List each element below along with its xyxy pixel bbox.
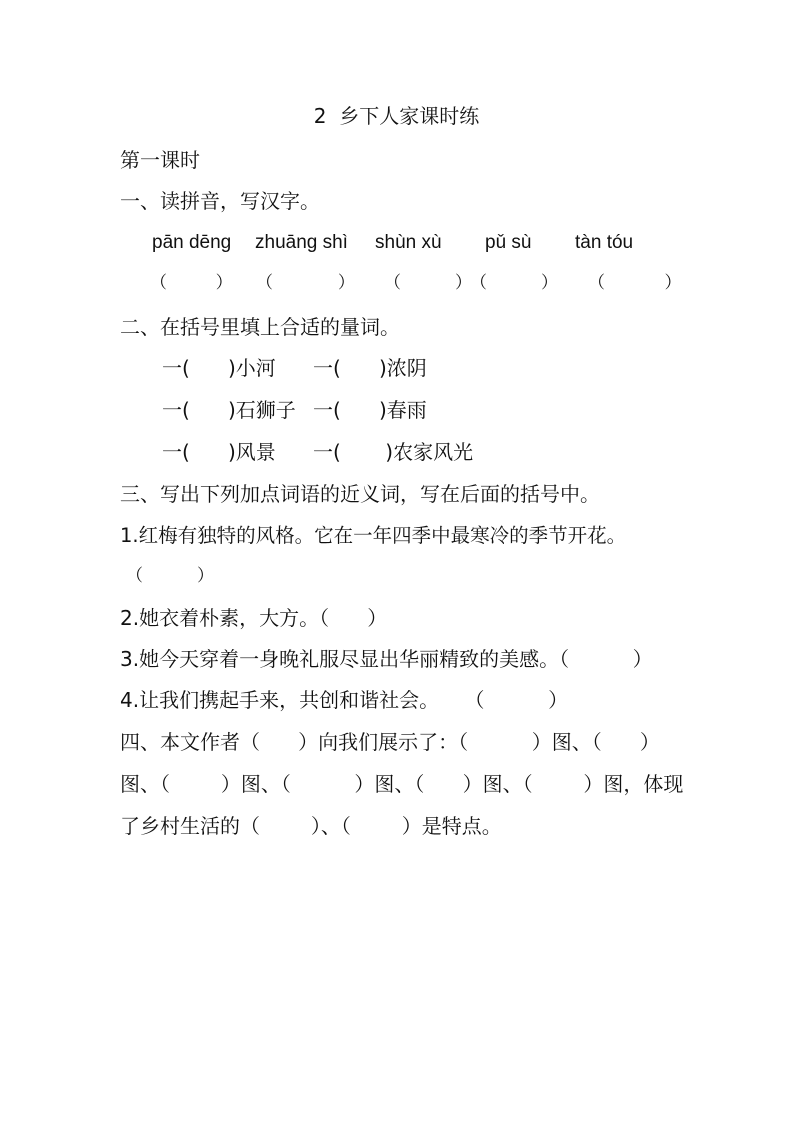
pinyin-2: zhuānɡ shì xyxy=(255,232,348,253)
q3-item-1-blank[interactable]: （ ） xyxy=(126,566,215,586)
q3-heading: 三、写出下列加点词语的近义词，写在后面的括号中。 xyxy=(120,482,600,506)
blank-4[interactable]: （ ） xyxy=(470,273,559,293)
q3-item-2: 2.她衣着朴素，大方。（ ） xyxy=(120,606,388,630)
blank-3[interactable]: （ ） xyxy=(384,273,473,293)
measure-item: 一( )风景 xyxy=(162,440,276,464)
blank-1[interactable]: （ ） xyxy=(150,273,233,293)
measure-item: 一( )农家风光 xyxy=(313,440,474,464)
pinyin-1: pān dēnɡ xyxy=(152,232,232,253)
q1-heading: 一、读拼音，写汉字。 xyxy=(120,189,320,213)
lesson-label: 第一课时 xyxy=(120,148,200,172)
blank-5[interactable]: （ ） xyxy=(588,273,682,293)
pinyin-3: shùn xù xyxy=(375,232,442,253)
measure-item: 一( )石狮子 xyxy=(162,398,296,422)
blank-2[interactable]: （ ） xyxy=(256,273,355,293)
q4-line-2: 图、（ ）图、（ ）图、（ ）图、（ ）图，体现 xyxy=(120,772,684,796)
pinyin-5: tàn tóu xyxy=(575,232,634,253)
pinyin-4: pǔ sù xyxy=(485,232,532,253)
q3-item-4: 4.让我们携起手来，共创和谐社会。 （ ） xyxy=(120,688,569,712)
q2-heading: 二、在括号里填上合适的量词。 xyxy=(120,315,400,339)
worksheet-title: 2 乡下人家课时练 xyxy=(313,104,480,128)
q4-line-3: 了乡村生活的（ ）、（ ）是特点。 xyxy=(120,814,502,838)
measure-item: 一( )春雨 xyxy=(313,398,427,422)
q3-item-1: 1.红梅有独特的风格。它在一年四季中最寒冷的季节开花。 xyxy=(120,524,627,547)
q3-item-3: 3.她今天穿着一身晚礼服尽显出华丽精致的美感。（ ） xyxy=(120,647,653,671)
measure-item: 一( )小河 xyxy=(162,356,276,380)
measure-item: 一( )浓阴 xyxy=(313,356,427,380)
q4-line-1: 四、本文作者（ ）向我们展示了：（ ）图、（ ） xyxy=(120,730,660,754)
